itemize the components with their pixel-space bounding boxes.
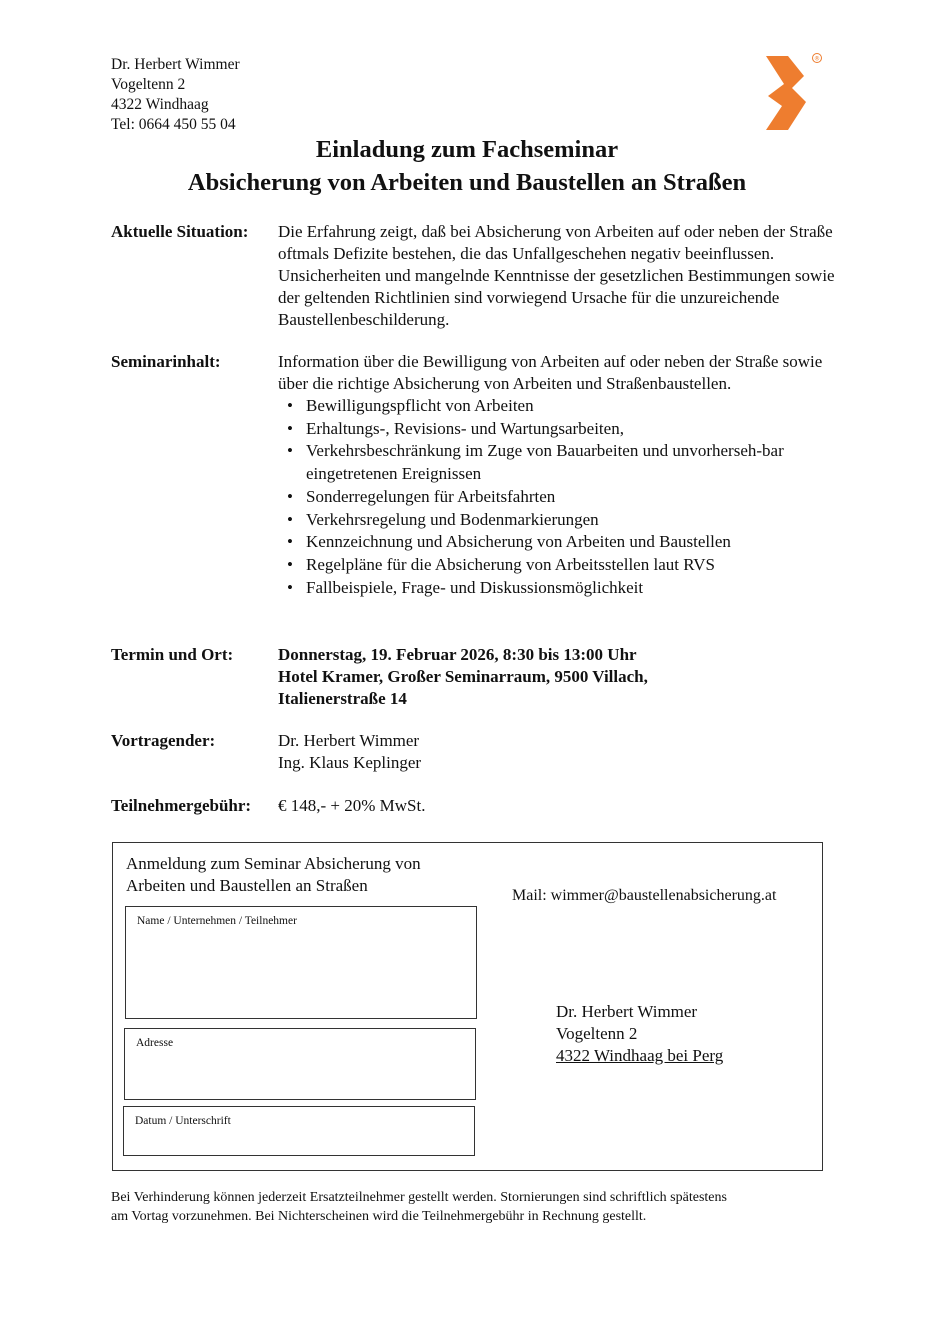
- schedule-date: Donnerstag, 19. Februar 2026, 8:30 bis 13:00 Uhr: [278, 645, 637, 664]
- recipient-street: Vogeltenn 2: [556, 1024, 638, 1043]
- registration-title-line: Anmeldung zum Seminar Absicherung von: [126, 854, 421, 873]
- list-item: • Regelpläne für die Absicherung von Arbeitsstellen laut RVS: [278, 554, 838, 577]
- content-list: [278, 395, 838, 599]
- speakers-label: Vortragender:: [111, 731, 216, 750]
- fee-value: € 148,- + 20% MwSt.: [278, 796, 426, 815]
- schedule-label: Termin und Ort:: [111, 645, 234, 664]
- registration-form: [112, 842, 823, 1171]
- footer-line: am Vortag vorzunehmen. Bei Nichterscheinen wird die Teilnehmergebühr in Rechnung gestellt.: [111, 1208, 647, 1224]
- sender-city: 4322 Windhaag: [111, 96, 209, 113]
- list-item: • Kennzeichnung und Absicherung von Arbeiten und Baustellen: [278, 531, 838, 554]
- list-item: • Verkehrsbeschränkung im Zuge von Bauarbeiten und unvorherseh-bar eingetretenen Ereignissen: [278, 440, 838, 485]
- signature-field[interactable]: [123, 1106, 475, 1156]
- registration-mail[interactable]: Mail: wimmer@baustellenabsicherung.at: [512, 887, 777, 904]
- speaker-name: Dr. Herbert Wimmer: [278, 731, 420, 750]
- list-item: • Bewilligungspflicht von Arbeiten: [278, 395, 838, 418]
- speakers-section: [278, 730, 838, 774]
- speaker-name: Ing. Klaus Keplinger: [278, 753, 422, 772]
- sender-name: Dr. Herbert Wimmer: [111, 56, 240, 73]
- address-field[interactable]: [124, 1028, 476, 1100]
- list-item: • Erhaltungs-, Revisions- und Wartungsarbeiten,: [278, 418, 838, 441]
- schedule-section: [278, 644, 838, 710]
- content-intro: Information über die Bewilligung von Arbeiten auf oder neben der Straße sowie über die richtige Absicherung von Arbeiten und Straßenbaustellen.: [278, 352, 823, 393]
- situation-label: Aktuelle Situation:: [111, 222, 249, 241]
- page-title: Einladung zum Fachseminar: [315, 136, 619, 163]
- sender-street: Vogeltenn 2: [111, 76, 186, 93]
- schedule-venue: Hotel Kramer, Großer Seminarraum, 9500 Villach,: [278, 667, 648, 686]
- address-field-label: Adresse: [136, 1037, 174, 1049]
- list-item: • Fallbeispiele, Frage- und Diskussionsmöglichkeit: [278, 577, 838, 600]
- list-item: • Verkehrsregelung und Bodenmarkierungen: [278, 509, 838, 532]
- name-field-label: Name / Unternehmen / Teilnehmer: [137, 915, 297, 927]
- signature-field-label: Datum / Unterschrift: [135, 1115, 231, 1127]
- registration-title: [126, 853, 486, 897]
- sender-address: [111, 55, 240, 135]
- sender-phone: Tel: 0664 450 55 04: [111, 116, 236, 133]
- content-label: Seminarinhalt:: [111, 352, 221, 371]
- page-subtitle: Absicherung von Arbeiten und Baustellen an Straßen: [187, 169, 747, 196]
- footer-line: Bei Verhinderung können jederzeit Ersatzteilnehmer gestellt werden. Stornierungen sind schriftlich spätestens: [111, 1190, 727, 1205]
- situation-section: [278, 221, 838, 331]
- name-field[interactable]: [125, 906, 477, 1019]
- registration-title-line: Arbeiten und Baustellen an Straßen: [126, 876, 368, 895]
- registered-mark: ®: [814, 55, 820, 63]
- recipient-address: [556, 1001, 723, 1067]
- content-section: [278, 351, 838, 599]
- schedule-street: Italienerstraße 14: [278, 689, 407, 708]
- recipient-name: Dr. Herbert Wimmer: [556, 1002, 698, 1021]
- footer-note: [111, 1189, 831, 1226]
- b-logo-icon: [760, 50, 826, 134]
- fee-label: Teilnehmergebühr:: [111, 796, 252, 815]
- situation-text: Die Erfahrung zeigt, daß bei Absicherung von Arbeiten auf oder neben der Straße oftmals Defizite bestehen, die das Unfallgeschehen negativ beeinflussen. Unsicherheiten und mangelnde Kenntnisse der gesetzlichen Bestimmungen sowie der geltenden Richtlinien sind vorwiegend Ursache für die unzureichende Baustellenbeschilderung.: [278, 222, 835, 329]
- list-item: • Sonderregelungen für Arbeitsfahrten: [278, 486, 838, 509]
- recipient-city: 4322 Windhaag bei Perg: [556, 1046, 724, 1065]
